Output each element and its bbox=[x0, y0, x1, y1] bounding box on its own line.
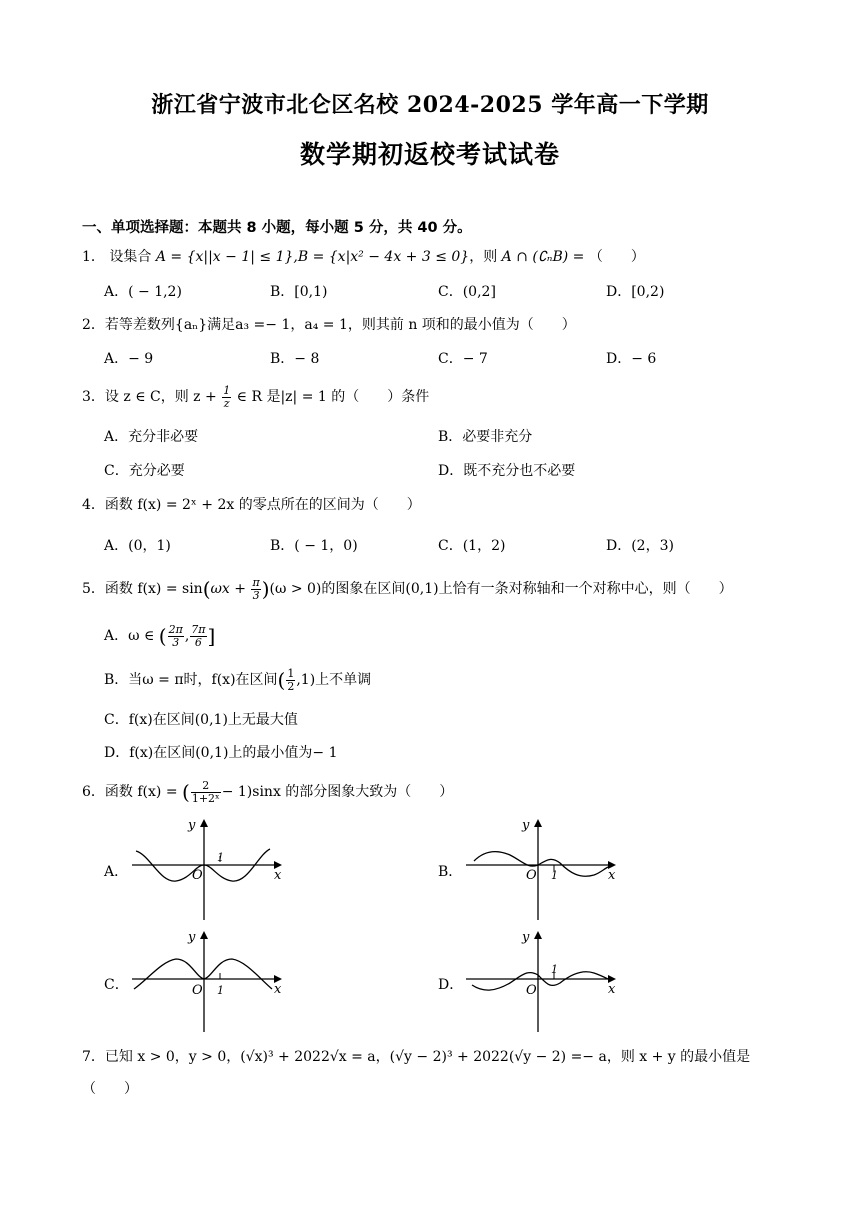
graph-b-y-arrow bbox=[534, 819, 542, 827]
q1-sets: A = {x||x − 1| ≤ 1},B = {x|x² − 4x + 3 ≤ 0} bbox=[155, 249, 470, 265]
graph-c bbox=[128, 927, 288, 1037]
q3-number: 3． bbox=[82, 389, 105, 405]
q5-option-d: D．f(x)在区间(0,1)上的最小值为− 1 bbox=[104, 745, 338, 761]
graph-a bbox=[128, 815, 288, 925]
q5-optA-f1n: 2π bbox=[168, 622, 183, 636]
graph-d-y-label: y bbox=[522, 930, 530, 945]
exam-title-line2: 数学期初返校考试试卷 bbox=[299, 140, 560, 169]
exam-title-line1: 浙江省宁波市北仑区名校 2024-2025 学年高一下学期 bbox=[151, 92, 709, 118]
q5-optA-pre: A．ω ∈ bbox=[104, 628, 155, 644]
q5-inner: ωx + bbox=[210, 581, 246, 597]
q3-fraction bbox=[222, 385, 231, 410]
q5-optB-fn: 1 bbox=[287, 666, 295, 680]
graph-b-y-label: y bbox=[522, 818, 530, 833]
graph-a-tick-label: 1 bbox=[217, 851, 224, 864]
graph-a-y-label: y bbox=[188, 818, 196, 833]
graph-d-curve bbox=[472, 972, 608, 990]
q5-optA-frac2 bbox=[190, 624, 206, 649]
q3-frac-den: z bbox=[223, 396, 230, 410]
graph-d bbox=[462, 927, 622, 1037]
q6-number: 6． bbox=[82, 784, 105, 800]
q1-mid: ，则 bbox=[469, 249, 498, 265]
q5-fraction bbox=[251, 577, 260, 602]
graph-b-curve bbox=[474, 852, 608, 877]
graph-d-x-label: x bbox=[608, 982, 616, 997]
q1-option-a: A．( − 1,2) bbox=[104, 284, 182, 300]
q5-pre: 函数 f(x) = sin bbox=[104, 581, 203, 597]
q5-post: (ω > 0)的图象在区间(0,1)上恰有一条对称轴和一个对称中心，则（ ） bbox=[269, 581, 733, 597]
q1-number: 1． bbox=[82, 249, 105, 265]
q7-paren: （ ） bbox=[82, 1081, 138, 1097]
q4-text: 函数 f(x) = 2ˣ + 2x 的零点所在的区间为（ ） bbox=[104, 497, 421, 513]
question-5: 5．函数 f(x) = sin(ωx + $\frac{\pi}{3}$ )(ω > 0)的图象在区间(0,1)上恰有一条对称轴和一个对称中心，则（ ） bbox=[82, 575, 733, 602]
graph-d-y-arrow bbox=[534, 931, 542, 939]
q5-option-c: C．f(x)在区间(0,1)上无最大值 bbox=[104, 712, 298, 728]
q5-optB-fd: 2 bbox=[287, 679, 295, 693]
q6-label-d: D． bbox=[438, 977, 464, 993]
q3-option-a: A．充分非必要 bbox=[104, 429, 199, 445]
q2-option-a: A．− 9 bbox=[104, 351, 154, 367]
graph-b-origin: O bbox=[526, 868, 537, 883]
q6-label-c: C． bbox=[104, 977, 129, 993]
q5-optA-f2n: 7π bbox=[191, 622, 206, 636]
q6-label-a: A． bbox=[104, 864, 129, 880]
graph-d-origin: O bbox=[526, 983, 537, 998]
q2-option-d: D．− 6 bbox=[606, 351, 657, 367]
q2-option-b: B．− 8 bbox=[270, 351, 320, 367]
q5-optA-f2d: 6 bbox=[194, 635, 202, 649]
question-1 bbox=[82, 248, 645, 266]
q1-expr: A ∩ (∁ₙB) = bbox=[501, 249, 589, 265]
q5-optB-frac bbox=[286, 668, 295, 693]
graph-a-y-arrow bbox=[200, 819, 208, 827]
q3-pre: 设 z ∈ C，则 z + bbox=[104, 389, 217, 405]
q4-option-a: A．(0，1) bbox=[104, 538, 171, 554]
q4-option-b: B．( − 1，0) bbox=[270, 538, 358, 554]
graph-c-curve bbox=[134, 959, 272, 989]
q5-number: 5． bbox=[82, 581, 105, 597]
question-3 bbox=[82, 382, 429, 412]
q2-number: 2． bbox=[82, 317, 105, 333]
question-4 bbox=[82, 496, 421, 514]
q5-frac-den: 3 bbox=[252, 588, 260, 602]
q5-optA-frac1 bbox=[168, 624, 184, 649]
q3-option-d: D．既不充分也不必要 bbox=[438, 463, 576, 479]
q3-post: ∈ R 是|z| = 1 的（ ）条件 bbox=[236, 389, 430, 405]
graph-a-x-label: x bbox=[274, 868, 282, 883]
q4-number: 4． bbox=[82, 497, 105, 513]
q3-option-b: B．必要非充分 bbox=[438, 429, 533, 445]
q4-option-d: D．(2，3) bbox=[606, 538, 674, 554]
q6-post: − 1)sinx 的部分图象大致为（ ） bbox=[221, 784, 454, 800]
q6-frac-den: 1+2ˣ bbox=[191, 791, 220, 805]
section-heading: 一、单项选择题：本题共 8 小题，每小题 5 分，共 40 分。 bbox=[82, 220, 472, 236]
graph-c-y-arrow bbox=[200, 931, 208, 939]
q1-option-d: D．[0,2) bbox=[606, 284, 665, 300]
graph-b bbox=[462, 815, 622, 925]
q1-pre: 设集合 bbox=[109, 249, 152, 265]
q5-optB-pre: B．当ω = π时，f(x)在区间 bbox=[104, 672, 278, 688]
q5-optA-f1d: 3 bbox=[172, 635, 180, 649]
q5-optB-post: ,1)上不单调 bbox=[296, 672, 372, 688]
graph-c-tick-label: 1 bbox=[217, 984, 224, 997]
graph-a-origin: O bbox=[192, 868, 203, 883]
q2-option-c: C．− 7 bbox=[438, 351, 488, 367]
q1-option-c: C．(0,2] bbox=[438, 284, 496, 300]
graph-b-x-label: x bbox=[608, 868, 616, 883]
q1-option-b: B．[0,1) bbox=[270, 284, 328, 300]
graph-d-tick-label: 1 bbox=[551, 963, 558, 976]
q6-frac-num: 2 bbox=[191, 780, 221, 793]
q5-frac-num: π bbox=[252, 575, 260, 589]
q6-pre: 函数 f(x) = bbox=[104, 784, 178, 800]
q3-frac-num: 1 bbox=[223, 383, 231, 397]
q5-option-a: A．ω ∈ ( $\frac{2\pi}{3}$ , $\frac{7\pi}{6}$ ] bbox=[104, 622, 216, 649]
q6-label-b: B． bbox=[438, 864, 463, 880]
q7-text: 已知 x > 0，y > 0，(√x)³ + 2022√x = a，(√y − 2)³ + 2022(√y − 2) =− a，则 x + y 的最小值是 bbox=[104, 1049, 751, 1065]
question-7 bbox=[82, 1048, 750, 1066]
question-6: 6．函数 f(x) = ( $\frac{2}{\text{1+2ˣ}}$ − 1)sinx 的部分图象大致为（ ） bbox=[82, 778, 454, 805]
graph-c-x-label: x bbox=[274, 982, 282, 997]
graph-c-y-label: y bbox=[188, 930, 196, 945]
q3-option-c: C．充分必要 bbox=[104, 463, 185, 479]
graph-c-origin: O bbox=[192, 983, 203, 998]
q2-text: 若等差数列{aₙ}满足a₃ =− 1，a₄ = 1，则其前 n 项和的最小值为（ ） bbox=[104, 317, 576, 333]
q1-paren: （ ） bbox=[588, 249, 645, 265]
q6-fraction bbox=[191, 780, 221, 805]
q5-option-b: B．当ω = π时，f(x)在区间( $\frac{1}{2}$ ,1)上不单调 bbox=[104, 666, 372, 693]
q4-option-c: C．(1，2) bbox=[438, 538, 506, 554]
question-2 bbox=[82, 316, 576, 334]
q7-number: 7． bbox=[82, 1049, 105, 1065]
graph-b-tick-label: 1 bbox=[551, 869, 558, 882]
